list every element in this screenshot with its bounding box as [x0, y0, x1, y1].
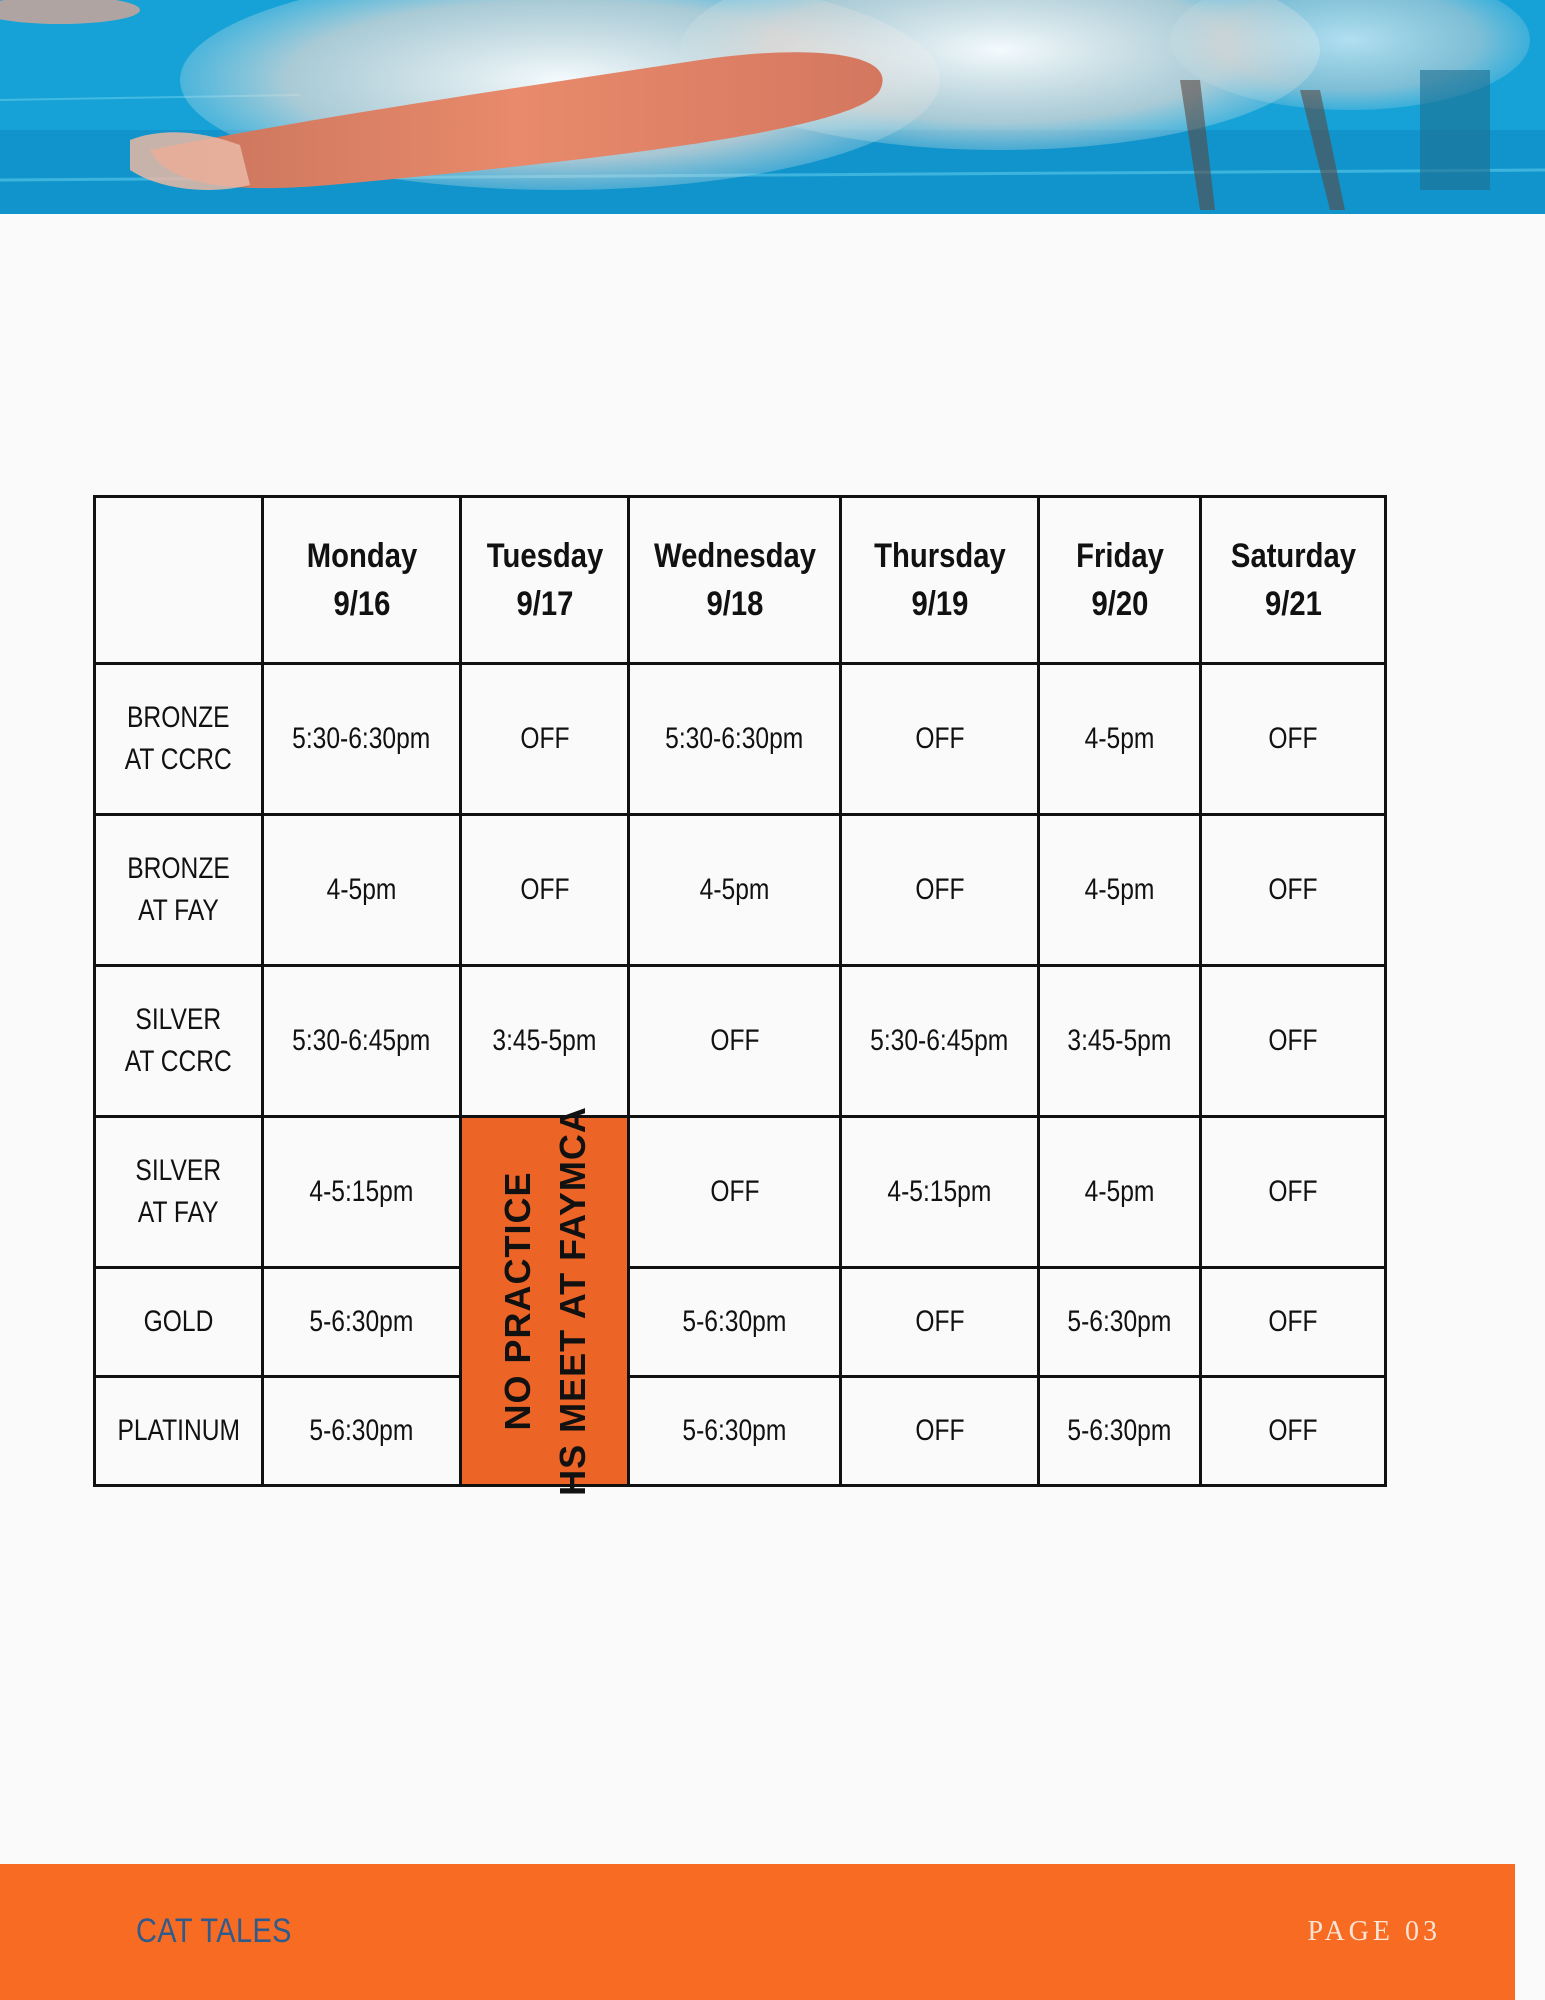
day-header-saturday: Saturday 9/21	[1213, 497, 1372, 664]
table-row	[95, 815, 1386, 966]
time-cell: 5:30-6:45pm	[841, 966, 1039, 1117]
time-cell: 5-6:30pm	[629, 1268, 841, 1377]
corner-cell	[95, 497, 263, 664]
time-cell: OFF	[841, 1268, 1039, 1377]
table-row	[95, 1377, 1386, 1486]
table-row	[95, 1268, 1386, 1377]
time-cell: 4-5pm	[263, 815, 461, 966]
time-cell: 4-5pm	[1039, 664, 1201, 815]
day-header-thursday: Thursday 9/19	[854, 497, 1024, 664]
time-cell: OFF	[1201, 966, 1386, 1117]
time-cell: OFF	[841, 815, 1039, 966]
time-cell: 4-5pm	[1039, 1117, 1201, 1268]
no-practice-text: NO PRACTICE HS MEET AT FAYMCA	[496, 1106, 593, 1496]
swimmer-underwater-image	[0, 0, 1545, 214]
no-practice-notice	[461, 1106, 629, 1496]
time-cell: 5-6:30pm	[1039, 1268, 1201, 1377]
group-label: BRONZE AT CCRC	[95, 664, 263, 815]
time-cell: 5-6:30pm	[263, 1377, 461, 1486]
group-label: BRONZE AT FAY	[95, 815, 263, 966]
day-header-monday: Monday 9/16	[276, 497, 446, 664]
group-label: GOLD	[95, 1268, 263, 1377]
group-label: SILVER AT CCRC	[95, 966, 263, 1117]
time-cell: OFF	[461, 815, 629, 966]
time-cell: 4-5:15pm	[263, 1117, 461, 1268]
time-cell: OFF	[841, 1377, 1039, 1486]
newsletter-title: CAT TALES	[136, 1912, 292, 1950]
day-header-wednesday: Wednesday 9/18	[643, 497, 825, 664]
group-label: SILVER AT FAY	[95, 1117, 263, 1268]
time-cell: 4-5pm	[1039, 815, 1201, 966]
day-header-friday: Friday 9/20	[1050, 497, 1189, 664]
time-cell: OFF	[629, 1117, 841, 1268]
time-cell: OFF	[1201, 1268, 1386, 1377]
table-row	[95, 1117, 1386, 1268]
table-row	[95, 966, 1386, 1117]
header-row	[95, 497, 1386, 664]
time-cell: OFF	[461, 664, 629, 815]
time-cell: 5:30-6:30pm	[263, 664, 461, 815]
time-cell: 5-6:30pm	[263, 1268, 461, 1377]
time-cell: OFF	[1201, 664, 1386, 815]
time-cell: 3:45-5pm	[461, 966, 629, 1117]
time-cell: OFF	[1201, 1117, 1386, 1268]
group-label: PLATINUM	[95, 1377, 263, 1486]
time-cell: OFF	[1201, 815, 1386, 966]
time-cell: 4-5pm	[629, 815, 841, 966]
time-cell: OFF	[629, 966, 841, 1117]
header-photo	[0, 0, 1545, 214]
time-cell: 4-5:15pm	[841, 1117, 1039, 1268]
table-row	[95, 664, 1386, 815]
time-cell: OFF	[1201, 1377, 1386, 1486]
time-cell: 5-6:30pm	[1039, 1377, 1201, 1486]
time-cell: 3:45-5pm	[1039, 966, 1201, 1117]
practice-schedule-table	[93, 495, 1387, 1496]
time-cell: 5-6:30pm	[629, 1377, 841, 1486]
time-cell: OFF	[841, 664, 1039, 815]
time-cell: 5:30-6:45pm	[263, 966, 461, 1117]
footer-band	[0, 1864, 1515, 2000]
time-cell: 5:30-6:30pm	[629, 664, 841, 815]
day-header-tuesday: Tuesday 9/17	[472, 497, 616, 664]
page-number: PAGE 03	[1307, 1916, 1441, 1947]
